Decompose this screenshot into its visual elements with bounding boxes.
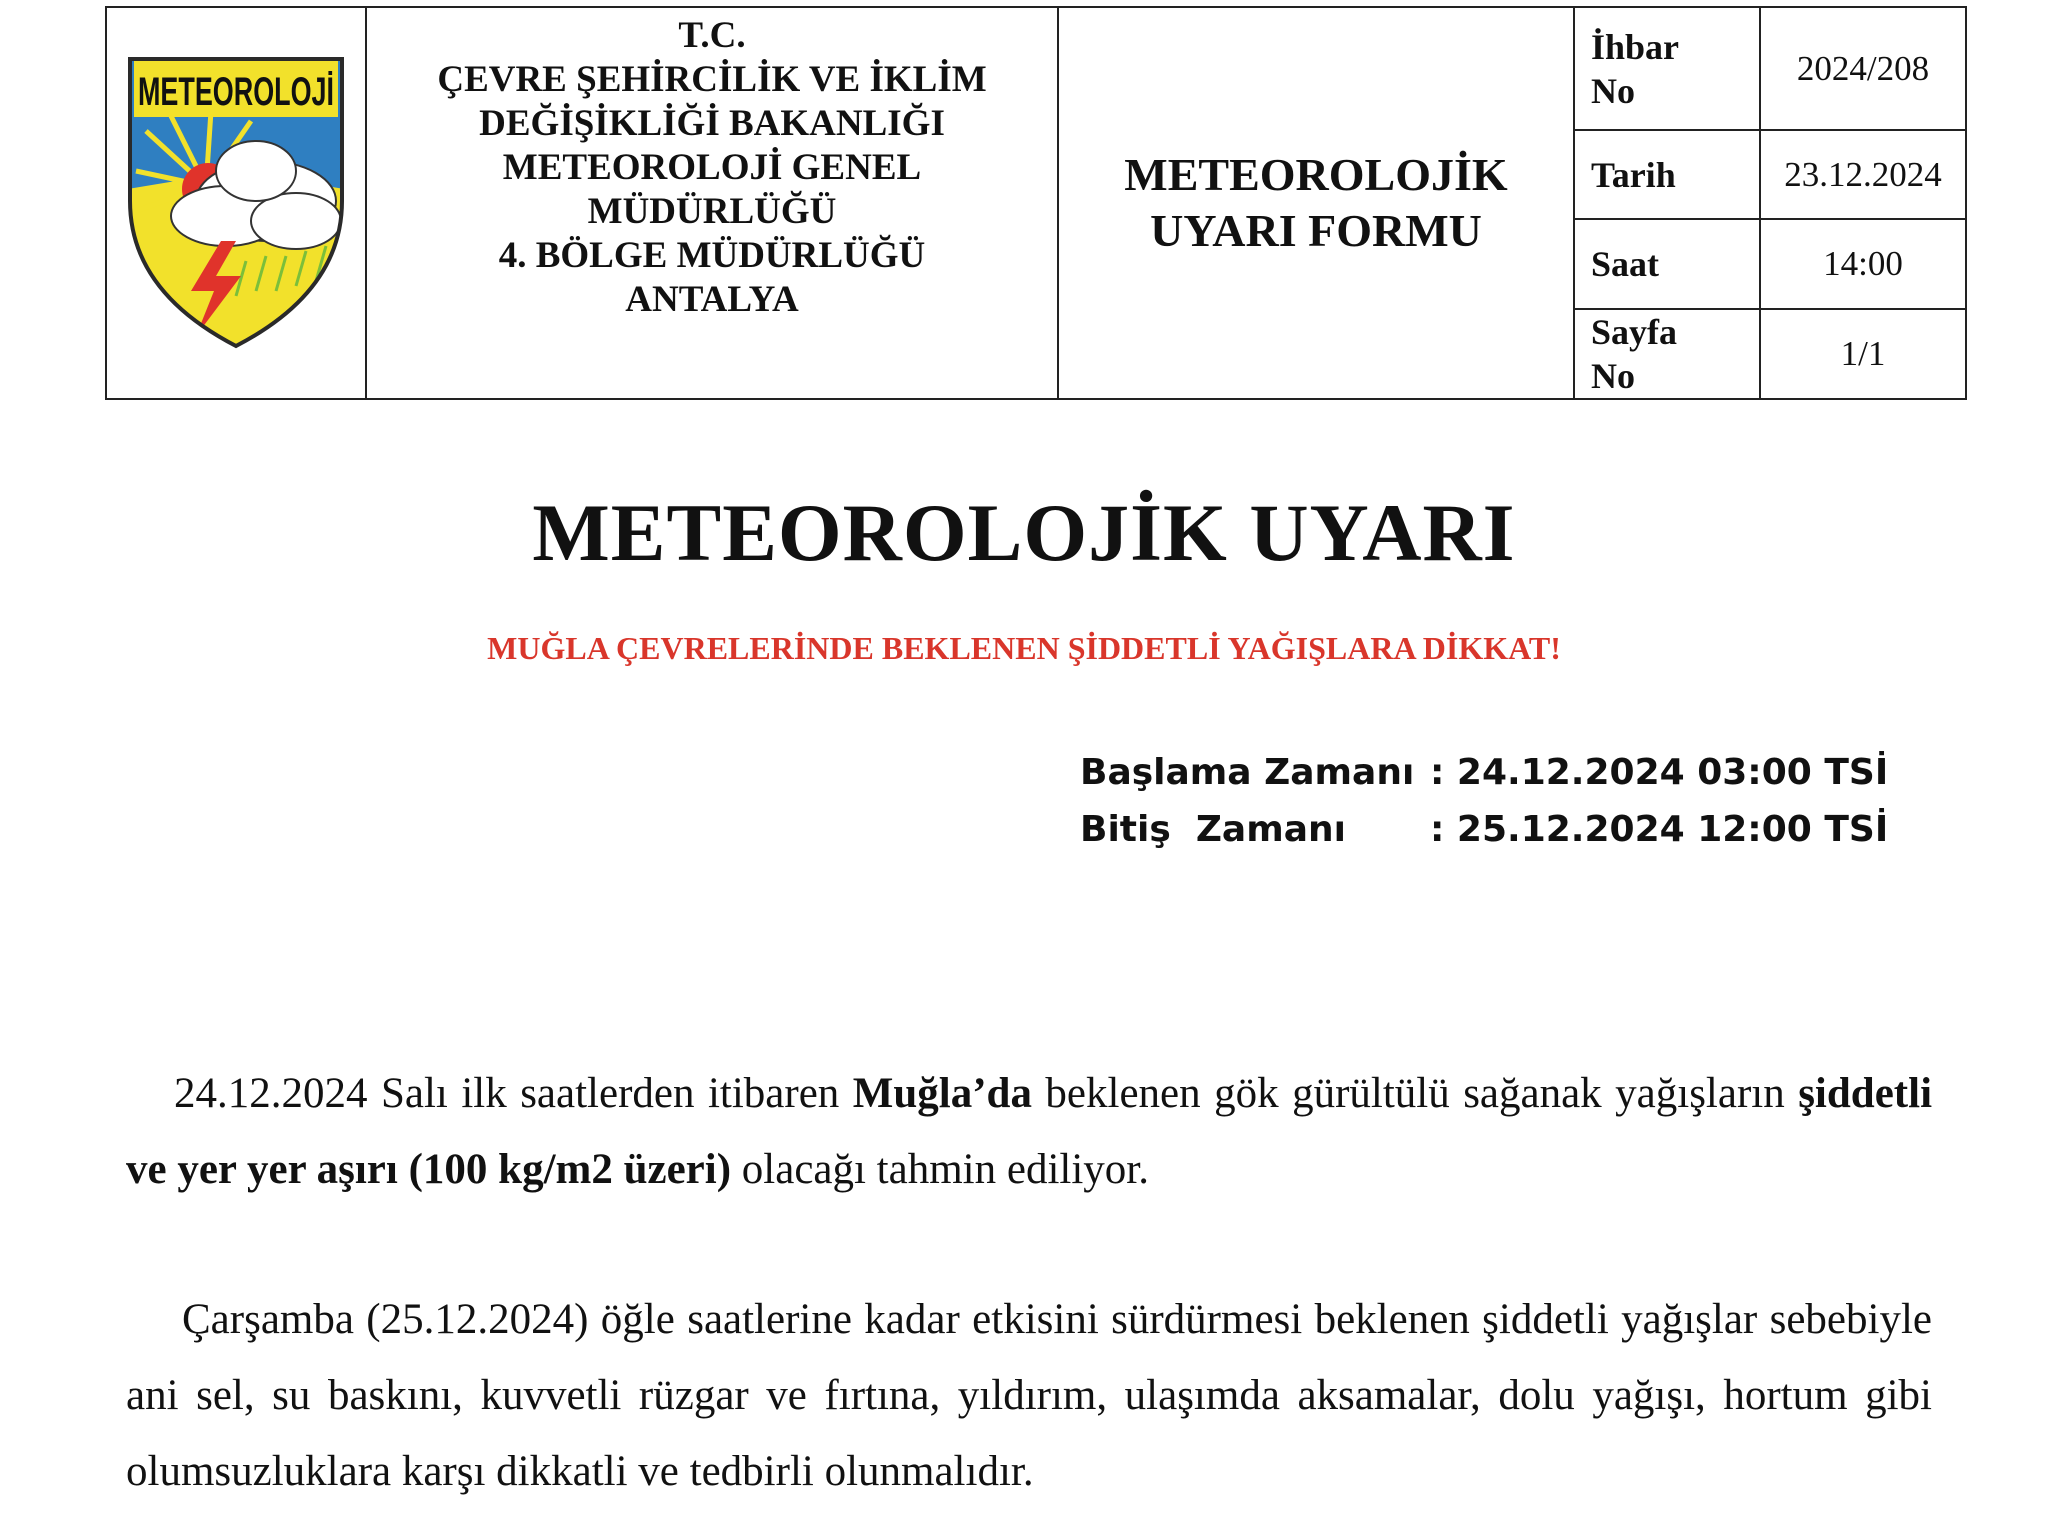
logo-text: METEOROLOJİ [138,69,334,114]
organization-cell [366,7,1058,399]
org-line-6: 4. BÖLGE MÜDÜRLÜĞÜ [498,235,926,276]
start-time-row [1080,752,1900,809]
start-time-value: : 24.12.2024 03:00 TSİ [1430,752,1889,793]
org-line-3: DEĞİŞİKLİĞİ BAKANLIĞI [479,103,945,144]
end-time-label: Bitiş Zamanı [1080,809,1346,850]
org-line-7: ANTALYA [625,279,799,320]
location-highlight: Muğla’da [852,1070,1032,1117]
forecast-paragraph: 24.12.2024 Salı ilk saatlerden itibaren Muğla’da beklenen gök gürültülü sağanak yağışların şiddetli ve yer yer aşırı (100 kg/m2 üzeri) olacağı tahmin ediliyor. [126,1070,1933,1193]
org-line-4: METEOROLOJİ GENEL [502,147,922,188]
advisory-paragraph: Çarşamba (25.12.2024) öğle saatlerine kadar etkisini sürdürmesi beklenen şiddetli yağışlar sebebiyle ani sel, su baskını, kuvvetli rüzgar ve fırtına, yıldırım, ulaşımda aksamalar, dolu yağışı, hortum gibi olumsuzluklara karşı dikkatli ve tedbirli olunmalıdır. [126,1296,1932,1495]
sayfa-no-value: 1/1 [1760,309,1966,399]
tarih-label: Tarih [1574,130,1760,219]
start-time-label: Başlama Zamanı [1080,752,1415,793]
form-title-cell [1058,7,1574,399]
warning-subtitle: MUĞLA ÇEVRELERİNDE BEKLENEN ŞİDDETLİ YAĞIŞLARA DİKKAT! [487,630,1561,666]
ihbar-no-value: 2024/208 [1760,7,1966,130]
form-title-line-2: UYARI FORMU [1150,205,1482,256]
tarih-value: 23.12.2024 [1760,130,1966,219]
time-block [1080,752,1900,866]
saat-value: 14:00 [1760,219,1966,309]
sayfa-no-label: Sayfa No [1574,309,1760,399]
meteoroloji-logo [116,51,356,351]
intensity-highlight: şiddetli ve yer yer aşırı (100 kg/m2 üzeri) [126,1070,1933,1193]
form-title-line-1: METEOROLOJİK [1124,149,1508,200]
end-time-value: : 25.12.2024 12:00 TSİ [1430,809,1889,850]
header-table [105,6,1967,400]
org-line-2: ÇEVRE ŞEHİRCİLİK VE İKLİM [437,59,987,100]
ihbar-no-label: İhbar No [1574,7,1760,130]
page-title: METEOROLOJİK UYARI [532,487,1516,578]
saat-label: Saat [1574,219,1760,309]
logo-cell [106,7,366,399]
end-time-row [1080,809,1900,866]
org-line-1: T.C. [678,15,746,56]
org-line-5: MÜDÜRLÜĞÜ [587,191,837,232]
